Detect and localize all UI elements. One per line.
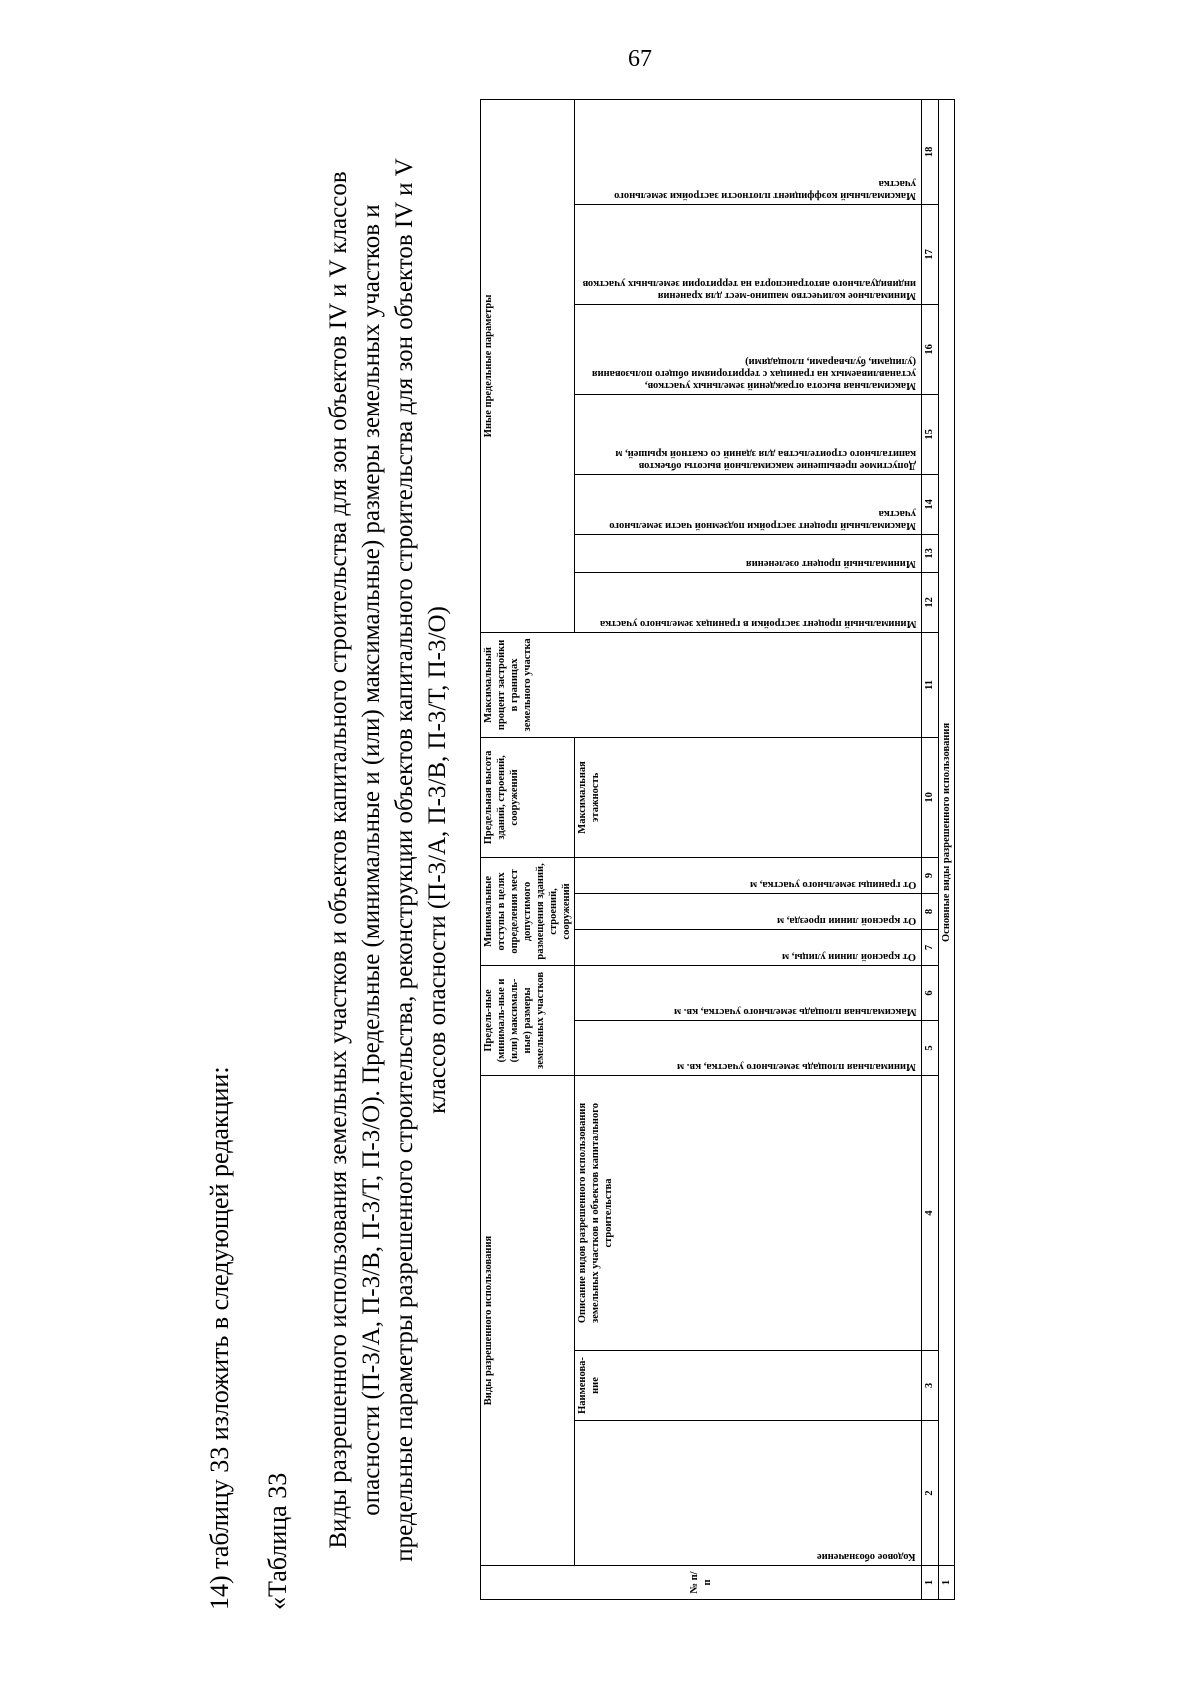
header-c16-text: Максимальная высота ограждений земельных участков, устанавливаемых на границах с территориями общего пользования (улицами, бульварами, площадями)	[591, 355, 916, 391]
header-boundary-text: От границы земельного участка, м	[749, 878, 916, 890]
header-max-area	[575, 965, 922, 1020]
col-number-2: 2	[922, 1421, 939, 1566]
col-number-7: 7	[922, 929, 939, 965]
header-sizes: Предель-ные (минималь-ные и (или) максималь-ные) размеры земельных участков	[481, 965, 575, 1075]
header-c12-text: Минимальный процент застройки в границах земельного участка	[599, 617, 916, 629]
col-number-11: 11	[922, 632, 939, 737]
header-no: № п/п	[481, 1566, 922, 1600]
header-c14-text: Максимальный процент застройки подземной части земельного участка	[609, 507, 916, 531]
rotated-page-content	[80, 50, 1120, 1650]
header-max-percent: Максимальный процент застройки в границах земельного участка	[481, 632, 922, 737]
header-setbacks: Минимальные отступы в целях определения мест допустимого размещения зданий, строений, сооружений	[481, 857, 575, 965]
col-number-3: 3	[922, 1351, 939, 1421]
header-c12	[575, 572, 922, 632]
col-number-18: 18	[922, 99, 939, 204]
header-row-1	[481, 99, 575, 1599]
norms-table	[480, 99, 955, 1600]
header-street-line	[575, 929, 922, 965]
page-number: 67	[628, 46, 652, 72]
header-other: Иные предельные параметры	[481, 99, 575, 632]
header-code-text: Кодовое обозначение	[817, 1551, 916, 1562]
header-c16	[575, 304, 922, 394]
col-number-12: 12	[922, 572, 939, 632]
header-c18	[575, 99, 922, 204]
intro-text: 14) таблицу 33 изложить в следующей редакции:	[205, 1066, 234, 1610]
section-row	[939, 99, 955, 1599]
header-height: Предельная высота зданий, строений, сооружений	[481, 737, 575, 857]
header-c13-text: Минимальный процент озеленения	[746, 557, 916, 569]
header-passage-line	[575, 893, 922, 929]
col-number-6: 6	[922, 965, 939, 1020]
col-number-14: 14	[922, 474, 939, 534]
header-min-area-text: Минимальная площадь земельного участка, кв. м	[677, 1060, 916, 1072]
col-number-13: 13	[922, 534, 939, 572]
column-number-row	[922, 99, 939, 1599]
table-heading: Виды разрешенного использования земельных участков и объектов капитального строительства для зон объектов IV и V классов опасности (П-3/А, П-3/В, П-3/Т, П-3/О). Предельные (минимальные и (или) максимальные) размеры земельных участков и предельные параметры разрешенного строительства, реконструкции объектов капитального строительства для зон объектов IV и V классов опасности (П-3/А, П-3/В, П-3/Т, П-3/О)	[325, 158, 451, 1562]
header-c17	[575, 204, 922, 304]
header-boundary	[575, 857, 922, 893]
col-number-8: 8	[922, 893, 939, 929]
col-number-16: 16	[922, 304, 939, 394]
col-number-1: 1	[922, 1566, 939, 1600]
section-number: 1	[939, 1566, 955, 1600]
header-c18-text: Максимальный коэффициент плотности застройки земельного участка	[614, 177, 916, 201]
col-number-9: 9	[922, 857, 939, 893]
header-c15	[575, 394, 922, 474]
header-kinds: Виды разрешенного использования	[481, 1075, 575, 1565]
section-label: Основные виды разрешенного использования	[939, 99, 955, 1565]
header-min-area	[575, 1020, 922, 1075]
header-description: Описание видов разрешенного использования земельных участков и объектов капитального строительства	[575, 1075, 922, 1350]
header-passage-line-text: От красной линии проезда, м	[776, 914, 916, 926]
col-number-4: 4	[922, 1075, 939, 1350]
col-number-17: 17	[922, 204, 939, 304]
header-c15-text: Допустимое превышение максимальной высоты объектов капитального строительства для зданий со скатной крышей, м	[615, 447, 916, 471]
header-code	[575, 1421, 922, 1566]
col-number-15: 15	[922, 394, 939, 474]
header-street-line-text: От красной линии улицы, м	[781, 950, 916, 962]
header-c14	[575, 474, 922, 534]
col-number-10: 10	[922, 737, 939, 857]
col-number-5: 5	[922, 1020, 939, 1075]
header-name: Наименова-ние	[575, 1351, 922, 1421]
header-c13	[575, 534, 922, 572]
header-max-area-text: Максимальная площадь земельного участка, кв. м	[673, 1005, 916, 1017]
table-caption: «Таблица 33	[263, 1472, 292, 1610]
header-floors: Максимальная этажность	[575, 737, 922, 857]
header-c17-text: Минимальное количество машино-мест для хранения индивидуального автотранспорта на территории земельных участков	[582, 277, 916, 301]
